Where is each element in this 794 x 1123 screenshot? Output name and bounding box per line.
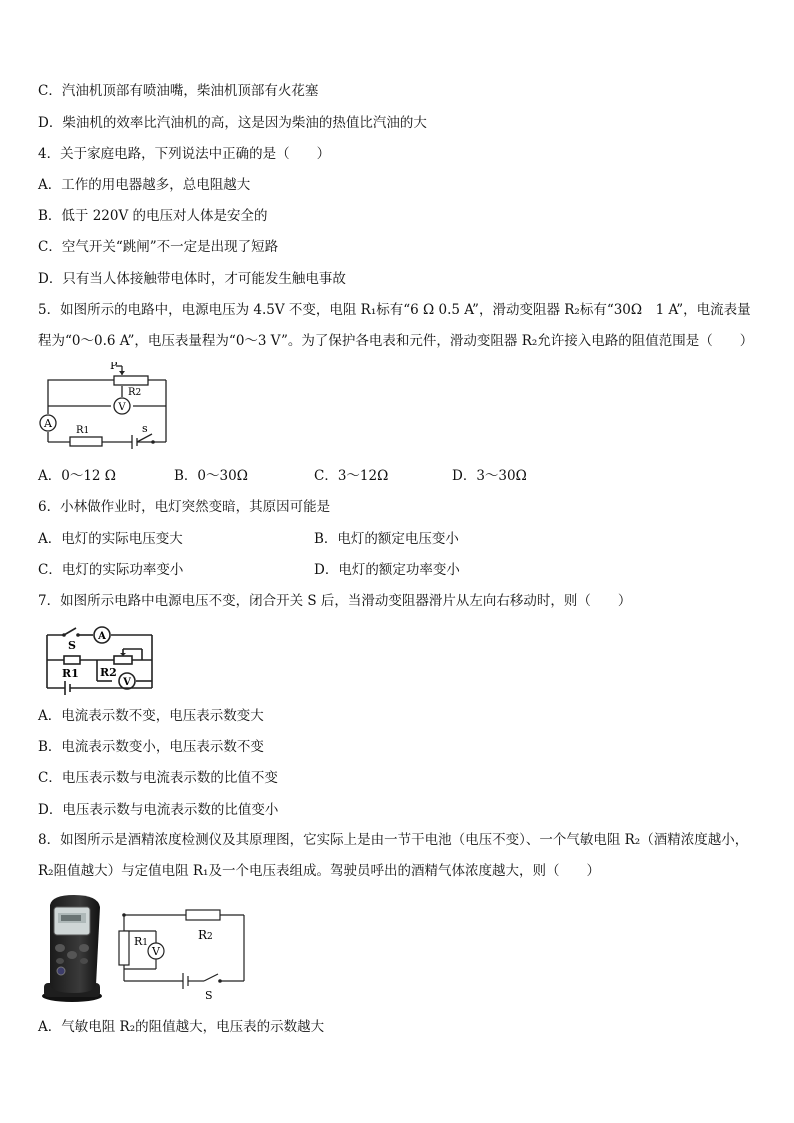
ammeter-label: A (44, 417, 52, 430)
q5-stem: 5．如图所示的电路中，电源电压为 4.5V 不变，电阻 R₁标有“6 Ω 0.5 A”，滑动变阻器 R₂标有“30Ω 1 A”，电流表量程为“0～0.6 A”，电压表量程为“0～3 V”。为了保护各电表和元件，滑动变阻器 R₂允许接入电路的阻值范围是（ ） (38, 302, 754, 349)
q6-stem: 6．小林做作业时，电灯突然变暗，其原因可能是 (38, 499, 331, 515)
q6-option-a: A．电灯的实际电压变大 (38, 531, 183, 547)
q5-circuit-diagram (36, 362, 171, 452)
r1-label: R1 (134, 935, 149, 948)
q8-stem: 8．如图所示是酒精浓度检测仪及其原理图，它实际上是由一节干电池（电压不变）、一个气敏电阻 R₂（酒精浓度越小，R₂阻值越大）与定值电阻 R₁及一个电压表组成。驾驶员呼出的酒精气体浓度越大，则（ ） (38, 832, 749, 879)
voltmeter-label: V (118, 402, 126, 413)
r2-label: R2 (128, 387, 142, 398)
q5-option-d: D．3～30Ω (452, 468, 527, 484)
ammeter-label: A (98, 631, 106, 642)
r1-label: R1 (62, 667, 79, 680)
q6-option-d: D．电灯的额定功率变小 (314, 562, 460, 578)
q4-option-d: D．只有当人体接触带电体时，才可能发生触电事故 (38, 271, 346, 287)
q7-option-b: B．电流表示数变小，电压表示数不变 (38, 739, 264, 755)
q7-stem: 7．如图所示电路中电源电压不变，闭合开关 S 后，当滑动变阻器滑片从左向右移动时，则（ ） (38, 593, 632, 609)
q7-option-d: D．电压表示数与电流表示数的比值变小 (38, 802, 279, 818)
switch-label: S (68, 639, 76, 652)
q4-stem: 4．关于家庭电路，下列说法中正确的是（ ） (38, 146, 331, 162)
slider-label: P (110, 362, 118, 372)
r2-label: R2 (198, 928, 213, 942)
switch-label: s (142, 422, 148, 435)
breathalyzer-device-image (40, 893, 106, 1003)
r1-label: R1 (76, 425, 90, 436)
switch-label: S (205, 989, 213, 1002)
q4-option-a: A．工作的用电器越多，总电阻越大 (38, 177, 251, 193)
q8-option-a: A．气敏电阻 R₂的阻值越大，电压表的示数越大 (38, 1019, 325, 1035)
q7-option-c: C．电压表示数与电流表示数的比值不变 (38, 770, 278, 786)
voltmeter-label: V (152, 945, 160, 958)
q5-option-a: A．0～12 Ω (38, 468, 117, 484)
r2-label: R2 (100, 666, 117, 679)
q4-option-c: C．空气开关“跳闸”不一定是出现了短路 (38, 239, 279, 255)
q3-option-c: C．汽油机顶部有喷油嘴，柴油机顶部有火花塞 (38, 83, 319, 99)
q5-option-b: B．0～30Ω (174, 468, 248, 484)
q8-circuit-diagram (112, 903, 252, 1003)
q5-option-c: C．3～12Ω (314, 468, 389, 484)
q6-option-b: B．电灯的额定电压变小 (314, 531, 459, 547)
q4-option-b: B．低于 220V 的电压对人体是安全的 (38, 208, 268, 224)
q7-option-a: A．电流表示数不变，电压表示数变大 (38, 708, 264, 724)
voltmeter-label: V (123, 677, 131, 688)
q3-option-d: D．柴油机的效率比汽油机的高，这是因为柴油的热值比汽油的大 (38, 115, 427, 131)
q6-option-c: C．电灯的实际功率变小 (38, 562, 184, 578)
q7-circuit-diagram (42, 625, 162, 697)
